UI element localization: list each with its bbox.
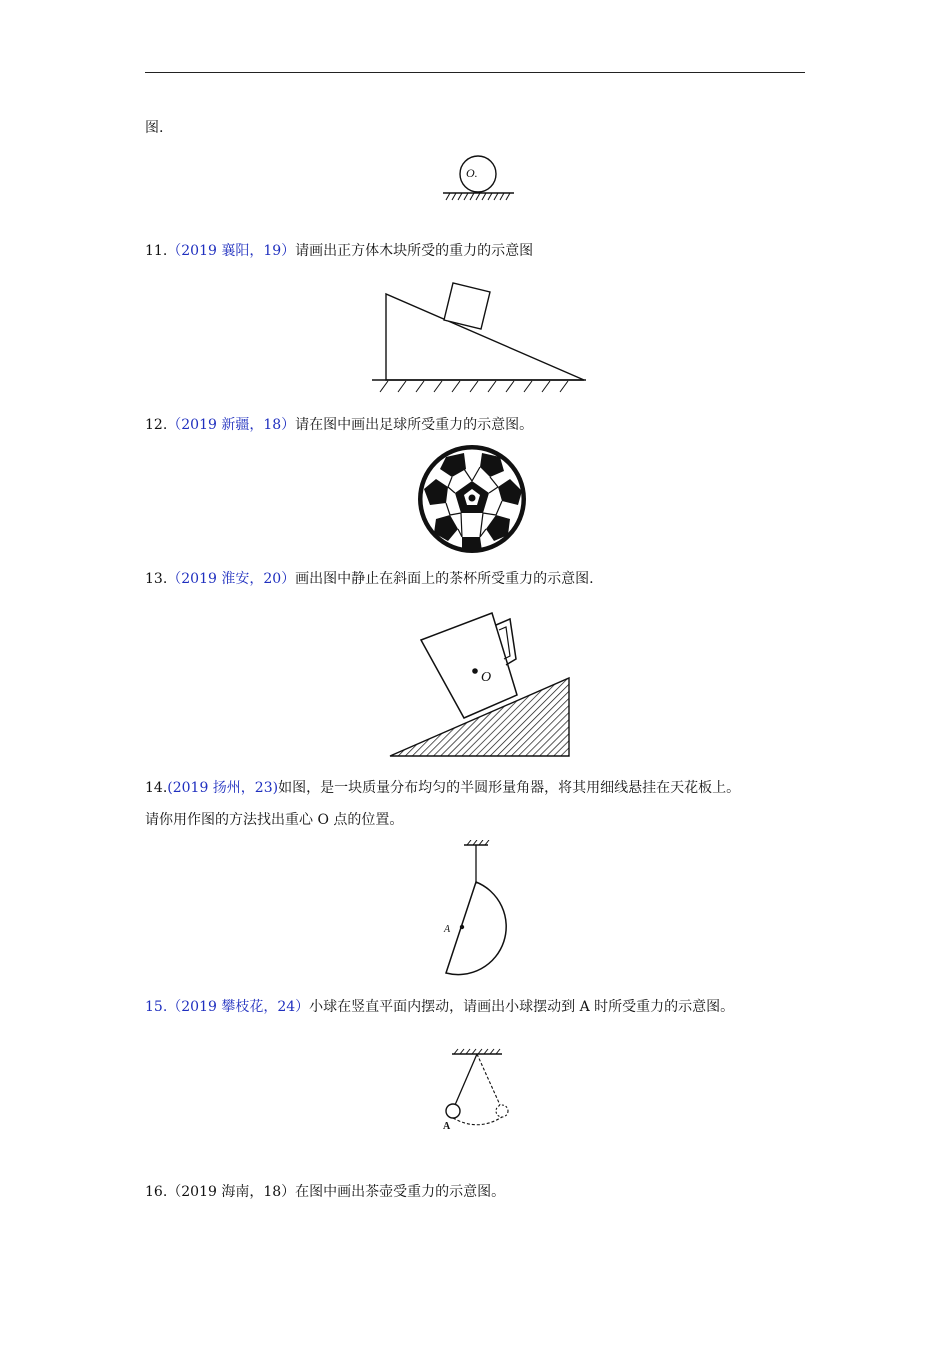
question-text: 画出图中静止在斜面上的茶杯所受重力的示意图. — [295, 571, 594, 587]
question-text: 在图中画出茶壶受重力的示意图。 — [295, 1184, 506, 1200]
question-number: 13. — [145, 571, 168, 587]
question-number: 12. — [145, 417, 168, 433]
prev-question-tail: 图. — [145, 120, 164, 136]
question-13 — [145, 569, 594, 589]
pendulum-point-label: A — [443, 1121, 451, 1132]
question-number: 11. — [145, 243, 168, 259]
question-source: （2019 襄阳，19） — [167, 243, 296, 259]
question-number: 14. — [145, 780, 168, 796]
figure-cup-on-incline — [388, 603, 574, 761]
question-source: （2019 攀枝花，24） — [167, 999, 310, 1015]
figure-block-on-incline — [362, 278, 594, 396]
figure-hanging-protractor — [436, 840, 546, 980]
question-16 — [145, 1182, 505, 1202]
cup-center-label: O — [481, 670, 492, 685]
header-rule — [145, 72, 805, 73]
question-number: 16. — [145, 1184, 168, 1200]
question-source: （2019 新疆，18） — [167, 417, 296, 433]
question-source: (2019 扬州，23) — [167, 780, 279, 796]
question-15 — [145, 997, 734, 1017]
question-text: 请在图中画出足球所受重力的示意图。 — [295, 417, 534, 433]
question-number: 15. — [145, 999, 168, 1015]
question-11 — [145, 241, 533, 261]
question-14-line-2: 请你用作图的方法找出重心 O 点的位置。 — [145, 812, 404, 828]
question-source: （2019 淮安，20） — [167, 571, 296, 587]
circle-center-label: O. — [466, 166, 478, 180]
question-source: （2019 海南，18） — [167, 1184, 296, 1200]
figure-ball-on-ground — [438, 152, 518, 204]
question-12 — [145, 415, 533, 435]
question-text: 如图，是一块质量分布均匀的半圆形量角器，将其用细线悬挂在天花板上。 — [278, 780, 741, 796]
figure-pendulum — [438, 1048, 518, 1132]
figure-soccer-ball — [416, 443, 528, 555]
question-text: 请画出正方体木块所受的重力的示意图 — [295, 243, 534, 259]
question-text: 小球在竖直平面内摆动，请画出小球摆动到 A 时所受重力的示意图。 — [309, 999, 735, 1015]
protractor-point-label: A — [444, 924, 451, 935]
question-14 — [145, 778, 740, 798]
